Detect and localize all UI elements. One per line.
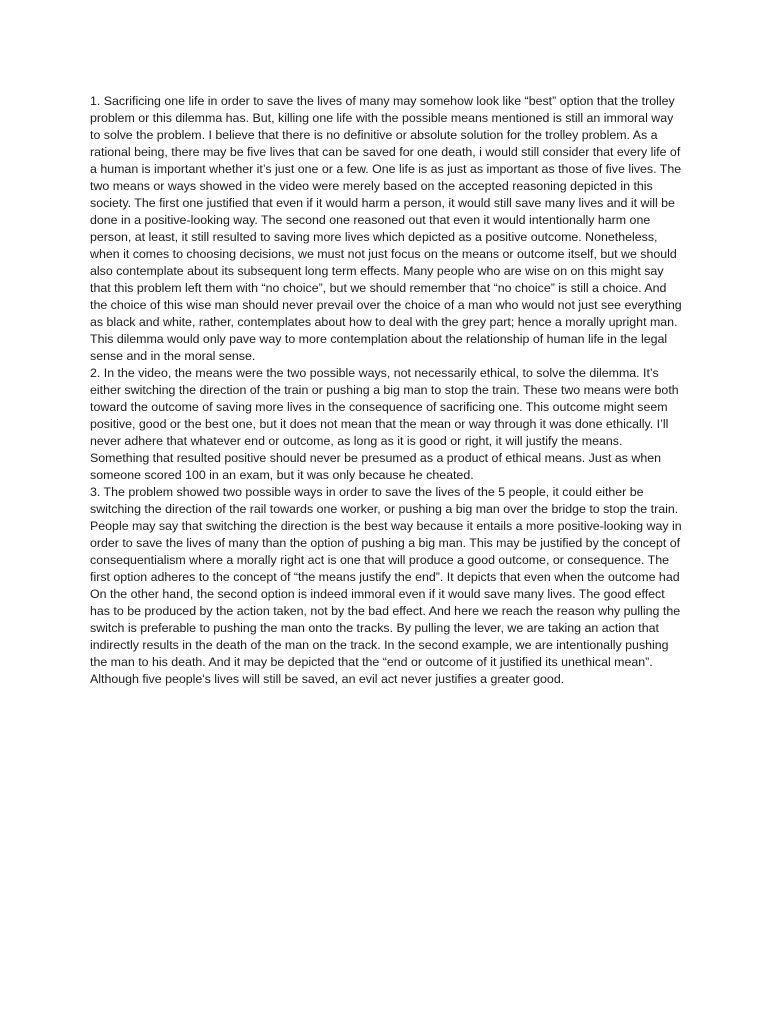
- paragraph-1: 1. Sacrificing one life in order to save the lives of many may somehow look like “best” option that the trolley problem or this dilemma has. But, killing one life with the possible means mentioned is still an immoral way to solve the problem. I believe that there is no definitive or absolute solution for the trolley problem. As a rational being, there may be five lives that can be saved for one death, i would still consider that every life of a human is important whether it’s just one or a few. One life is as just as important as those of five lives. The two means or ways showed in the video were merely based on the accepted reasoning depicted in this society. The first one justified that even if it would harm a person, it would still save many lives and it will be done in a positive-looking way. The second one reasoned out that even it would intentionally harm one person, at least, it still resulted to saving more lives which depicted as a positive outcome. Nonetheless, when it comes to choosing decisions, we must not just focus on the means or outcome itself, but we should also contemplate about its subsequent long term effects. Many people who are wise on on this might say that this problem left them with “no choice”, but we should remember that “no choice” is still a choice. And the choice of this wise man should never prevail over the choice of a man who would not just see everything as black and white, rather, contemplates about how to deal with the grey part; hence a morally upright man. This dilemma would only pave way to more contemplation about the relationship of human life in the legal sense and in the moral sense.: [90, 94, 682, 363]
- paragraph-2: 2. In the video, the means were the two possible ways, not necessarily ethical, to solve the dilemma. It’s either switching the direction of the train or pushing a big man to stop the train. These two means were both toward the outcome of saving more lives in the consequence of sacrificing one. This outcome might seem positive, good or the best one, but it does not mean that the mean or way through it was done ethically. I’ll never adhere that whatever end or outcome, as long as it is good or right, it will justify the means. Something that resulted positive should never be presumed as a product of ethical means. Just as when someone scored 100 in an exam, but it was only because he cheated.: [90, 366, 679, 482]
- paragraph-3: 3. The problem showed two possible ways in order to save the lives of the 5 people, it could either be switching the direction of the rail towards one worker, or pushing a big man over the bridge to stop the train. People may say that switching the direction is the best way because it entails a more positive-looking way in order to save the lives of many than the option of pushing a big man. This may be justified by the concept of consequentialism where a morally right act is one that will produce a good outcome, or consequence. The first option adheres to the concept of “the means justify the end”. It depicts that even when the outcome had On the other hand, the second option is indeed immoral even if it would save many lives. The good effect has to be produced by the action taken, not by the bad effect. And here we reach the reason why pulling the switch is preferable to pushing the man onto the tracks. By pulling the lever, we are taking an action that indirectly results in the death of the man on the track. In the second example, we are intentionally pushing the man to his death. And it may be depicted that the “end or outcome of it justified its unethical mean”. Although five people's lives will still be saved, an evil act never justifies a greater good.: [90, 485, 682, 686]
- body-text: [90, 93, 682, 688]
